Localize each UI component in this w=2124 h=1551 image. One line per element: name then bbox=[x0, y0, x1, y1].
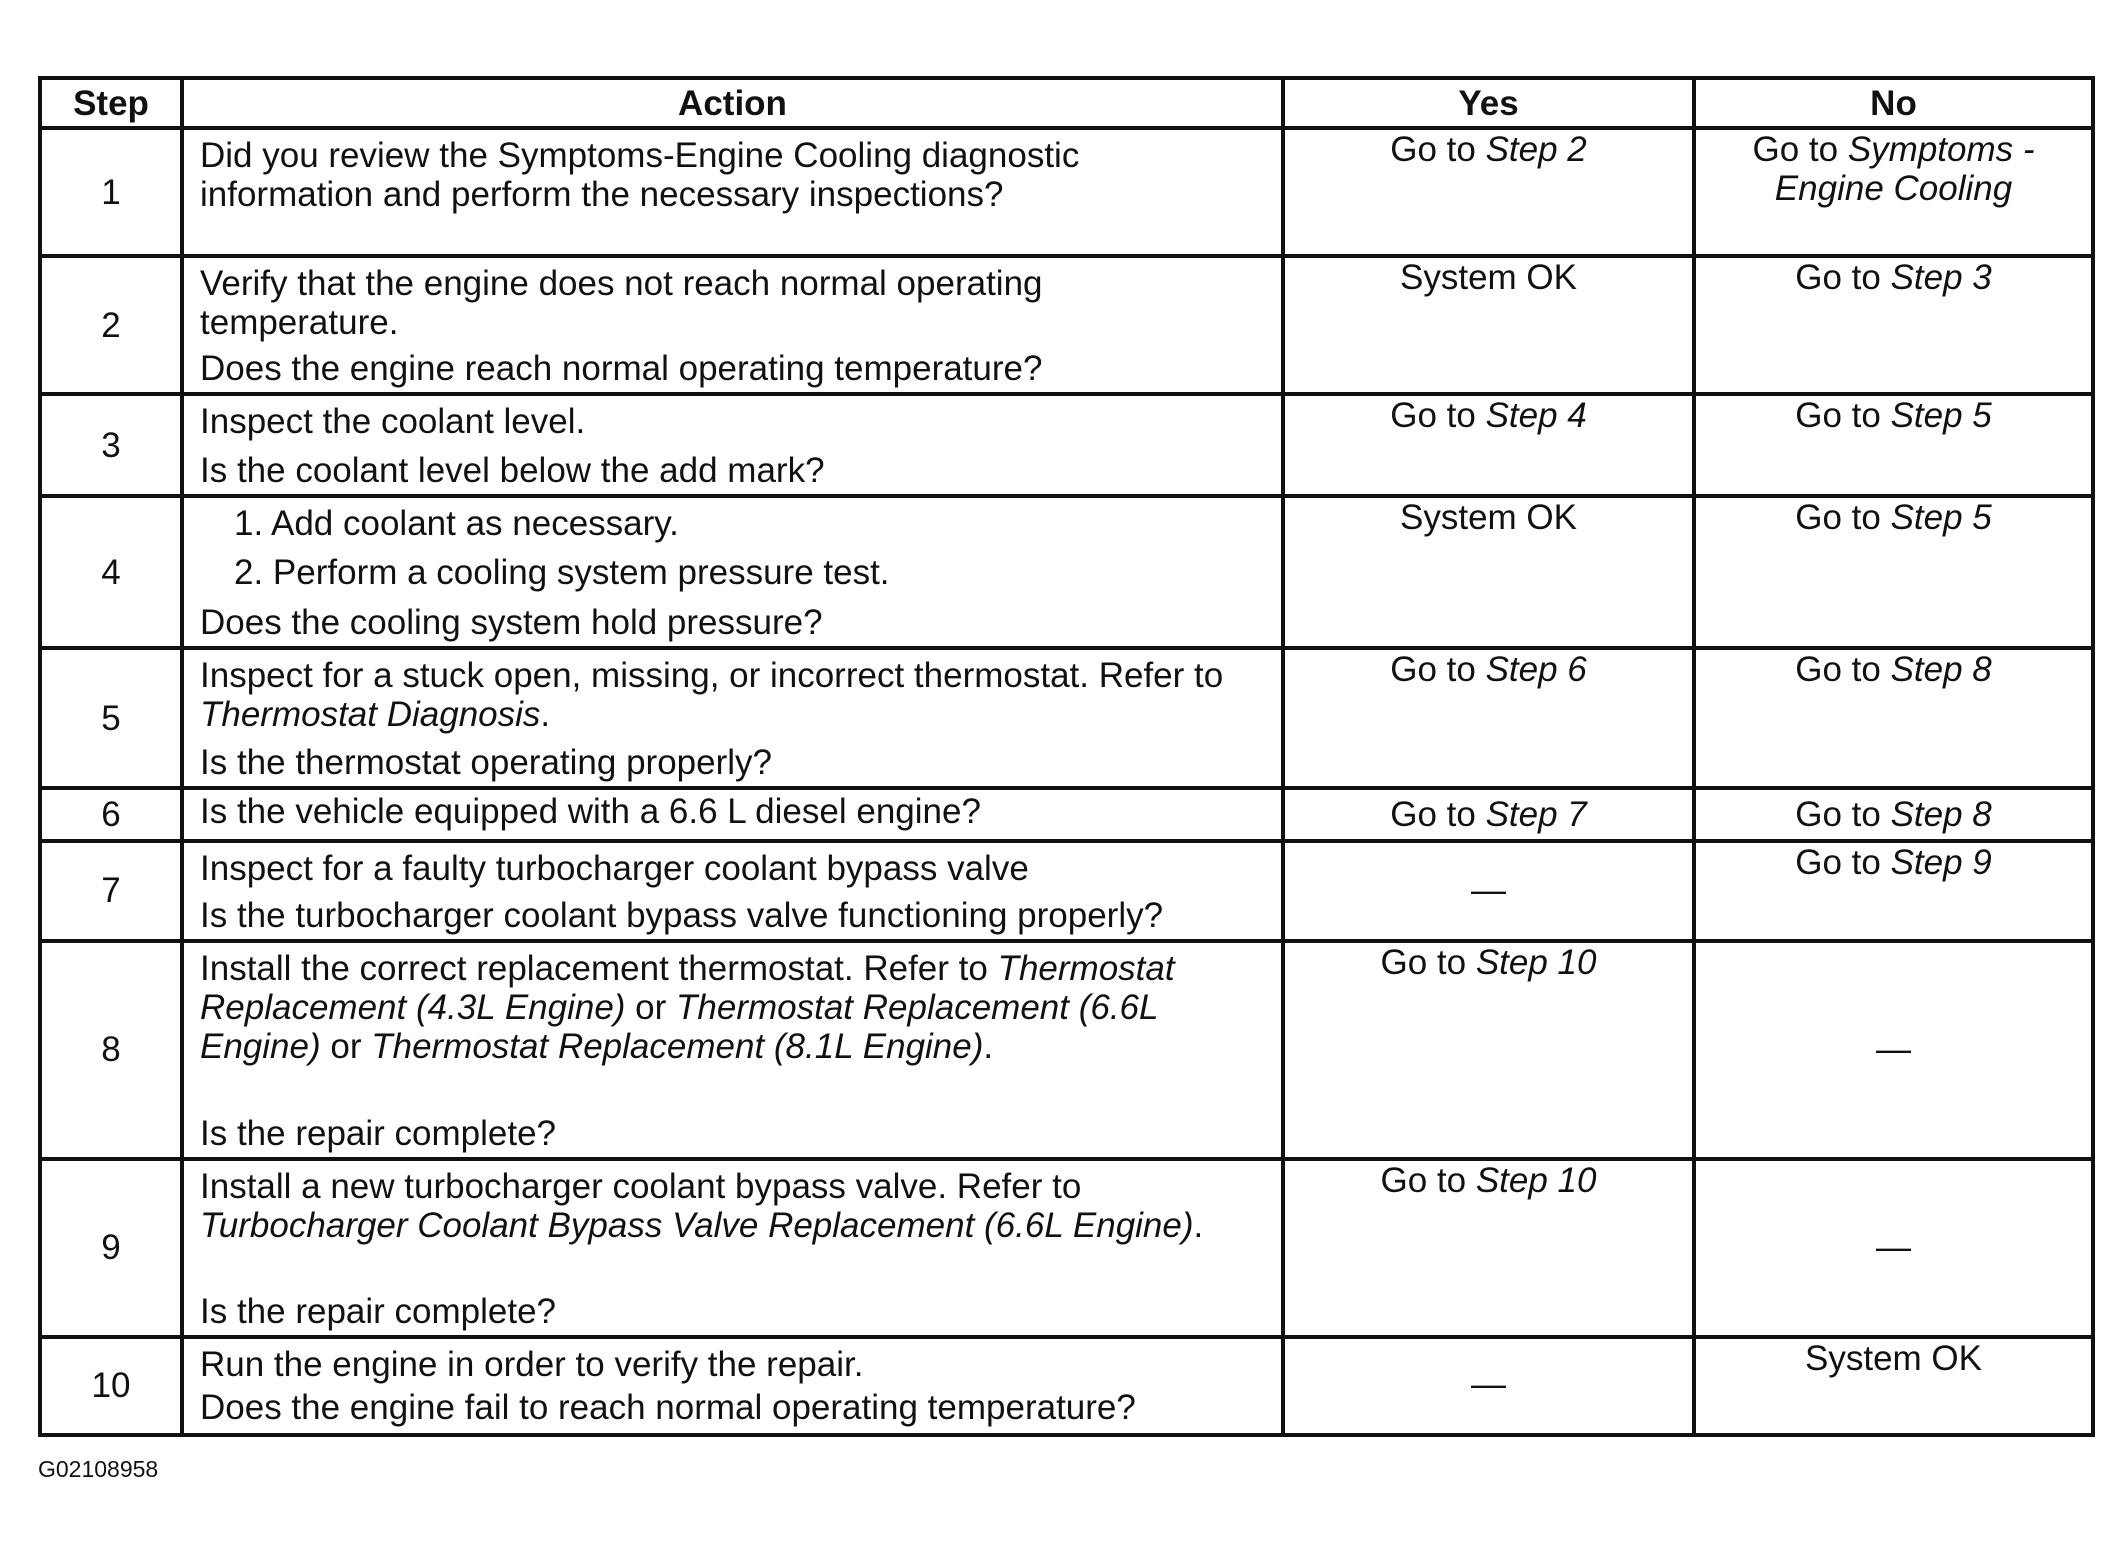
reference-link: Turbocharger Coolant Bypass Valve Replacement (6.6L Engine) bbox=[200, 1205, 1194, 1245]
figure-id: G02108958 bbox=[38, 1456, 159, 1482]
step-number: 2 bbox=[40, 256, 182, 394]
no-cell: System OK bbox=[1694, 1337, 2093, 1435]
reference-link: Thermostat Replacement (8.1L Engine) bbox=[371, 1026, 984, 1066]
action-question: Is the turbocharger coolant bypass valve functioning properly? bbox=[200, 895, 1164, 935]
action-text: Install the correct replacement thermostat. Refer to Thermostat Replacement (4.3L Engine) or Thermostat Replacement (6.6L Engine) or Thermostat Replacement (8.1L Engine). bbox=[200, 948, 1175, 1066]
list-item: 2. Perform a cooling system pressure test. bbox=[234, 553, 890, 593]
action-cell bbox=[182, 648, 1283, 788]
action-cell bbox=[182, 128, 1283, 256]
no-cell: — bbox=[1694, 1159, 2093, 1337]
table-row bbox=[40, 1337, 2093, 1435]
table-row bbox=[40, 394, 2093, 496]
action-question: Is the thermostat operating properly? bbox=[200, 743, 772, 783]
step-number: 5 bbox=[40, 648, 182, 788]
action-cell bbox=[182, 1159, 1283, 1337]
no-cell: — bbox=[1694, 941, 2093, 1159]
header-step: Step bbox=[40, 78, 182, 128]
no-cell: Go to Step 9 bbox=[1694, 841, 2093, 941]
action-text: Run the engine in order to verify the repair. bbox=[200, 1344, 864, 1384]
action-cell bbox=[182, 256, 1283, 394]
action-text: Install a new turbocharger coolant bypass valve. Refer to Turbocharger Coolant Bypass Valve Replacement (6.6L Engine). bbox=[200, 1166, 1204, 1245]
header-action: Action bbox=[182, 78, 1283, 128]
reference-link: Thermostat Diagnosis bbox=[200, 695, 541, 735]
table-row bbox=[40, 941, 2093, 1159]
step-number: 4 bbox=[40, 496, 182, 648]
action-list bbox=[200, 504, 1265, 602]
action-question: Is the repair complete? bbox=[200, 1113, 557, 1153]
header-yes: Yes bbox=[1283, 78, 1694, 128]
action-text: Inspect for a stuck open, missing, or incorrect thermostat. Refer to Thermostat Diagnosis. bbox=[200, 656, 1224, 735]
step-number: 9 bbox=[40, 1159, 182, 1337]
yes-cell: Go to Step 7 bbox=[1283, 788, 1694, 840]
yes-cell: Go to Step 2 bbox=[1283, 128, 1694, 256]
table-row bbox=[40, 128, 2093, 256]
yes-cell: — bbox=[1283, 1337, 1694, 1435]
yes-cell: Go to Step 10 bbox=[1283, 1159, 1694, 1337]
action-cell bbox=[182, 788, 1283, 840]
yes-cell: System OK bbox=[1283, 256, 1694, 394]
action-cell bbox=[182, 394, 1283, 496]
no-cell: Go to Step 5 bbox=[1694, 496, 2093, 648]
step-number: 6 bbox=[40, 788, 182, 840]
reference-link: Thermostat Replacement (6.6L Engine) bbox=[200, 987, 1158, 1066]
action-question: Is the coolant level below the add mark? bbox=[200, 451, 825, 491]
yes-cell: Go to Step 4 bbox=[1283, 394, 1694, 496]
no-cell: Go to Step 3 bbox=[1694, 256, 2093, 394]
reference-link: Thermostat Replacement (4.3L Engine) bbox=[200, 948, 1175, 1027]
table-row bbox=[40, 788, 2093, 840]
list-item: 1. Add coolant as necessary. bbox=[234, 504, 679, 544]
diagnostic-table bbox=[38, 76, 2095, 1437]
action-question: Is the repair complete? bbox=[200, 1291, 557, 1331]
action-text: Inspect the coolant level. bbox=[200, 402, 586, 442]
action-question: Does the engine reach normal operating temperature? bbox=[200, 349, 1043, 389]
action-question: Does the cooling system hold pressure? bbox=[200, 603, 823, 643]
table-row bbox=[40, 841, 2093, 941]
action-cell bbox=[182, 496, 1283, 648]
yes-cell: Go to Step 6 bbox=[1283, 648, 1694, 788]
no-cell: Go to Step 5 bbox=[1694, 394, 2093, 496]
header-row bbox=[40, 78, 2093, 128]
table-row bbox=[40, 256, 2093, 394]
yes-cell: — bbox=[1283, 841, 1694, 941]
action-cell bbox=[182, 841, 1283, 941]
table-row bbox=[40, 1159, 2093, 1337]
action-text: Did you review the Symptoms-Engine Cooling diagnostic information and perform the necessary inspections? bbox=[200, 136, 1080, 215]
yes-cell: System OK bbox=[1283, 496, 1694, 648]
step-number: 7 bbox=[40, 841, 182, 941]
action-question: Is the vehicle equipped with a 6.6 L diesel engine? bbox=[200, 792, 981, 832]
action-cell bbox=[182, 1337, 1283, 1435]
table-row bbox=[40, 648, 2093, 788]
action-text: Verify that the engine does not reach normal operating temperature. bbox=[200, 264, 1043, 343]
step-number: 3 bbox=[40, 394, 182, 496]
step-number: 8 bbox=[40, 941, 182, 1159]
step-number: 1 bbox=[40, 128, 182, 256]
action-cell bbox=[182, 941, 1283, 1159]
no-cell: Go to Symptoms - Engine Cooling bbox=[1694, 128, 2093, 256]
no-cell: Go to Step 8 bbox=[1694, 788, 2093, 840]
yes-cell: Go to Step 10 bbox=[1283, 941, 1694, 1159]
table-row bbox=[40, 496, 2093, 648]
action-question: Does the engine fail to reach normal operating temperature? bbox=[200, 1387, 1136, 1427]
step-number: 10 bbox=[40, 1337, 182, 1435]
header-no: No bbox=[1694, 78, 2093, 128]
no-cell: Go to Step 8 bbox=[1694, 648, 2093, 788]
action-text: Inspect for a faulty turbocharger coolant bypass valve bbox=[200, 848, 1029, 888]
